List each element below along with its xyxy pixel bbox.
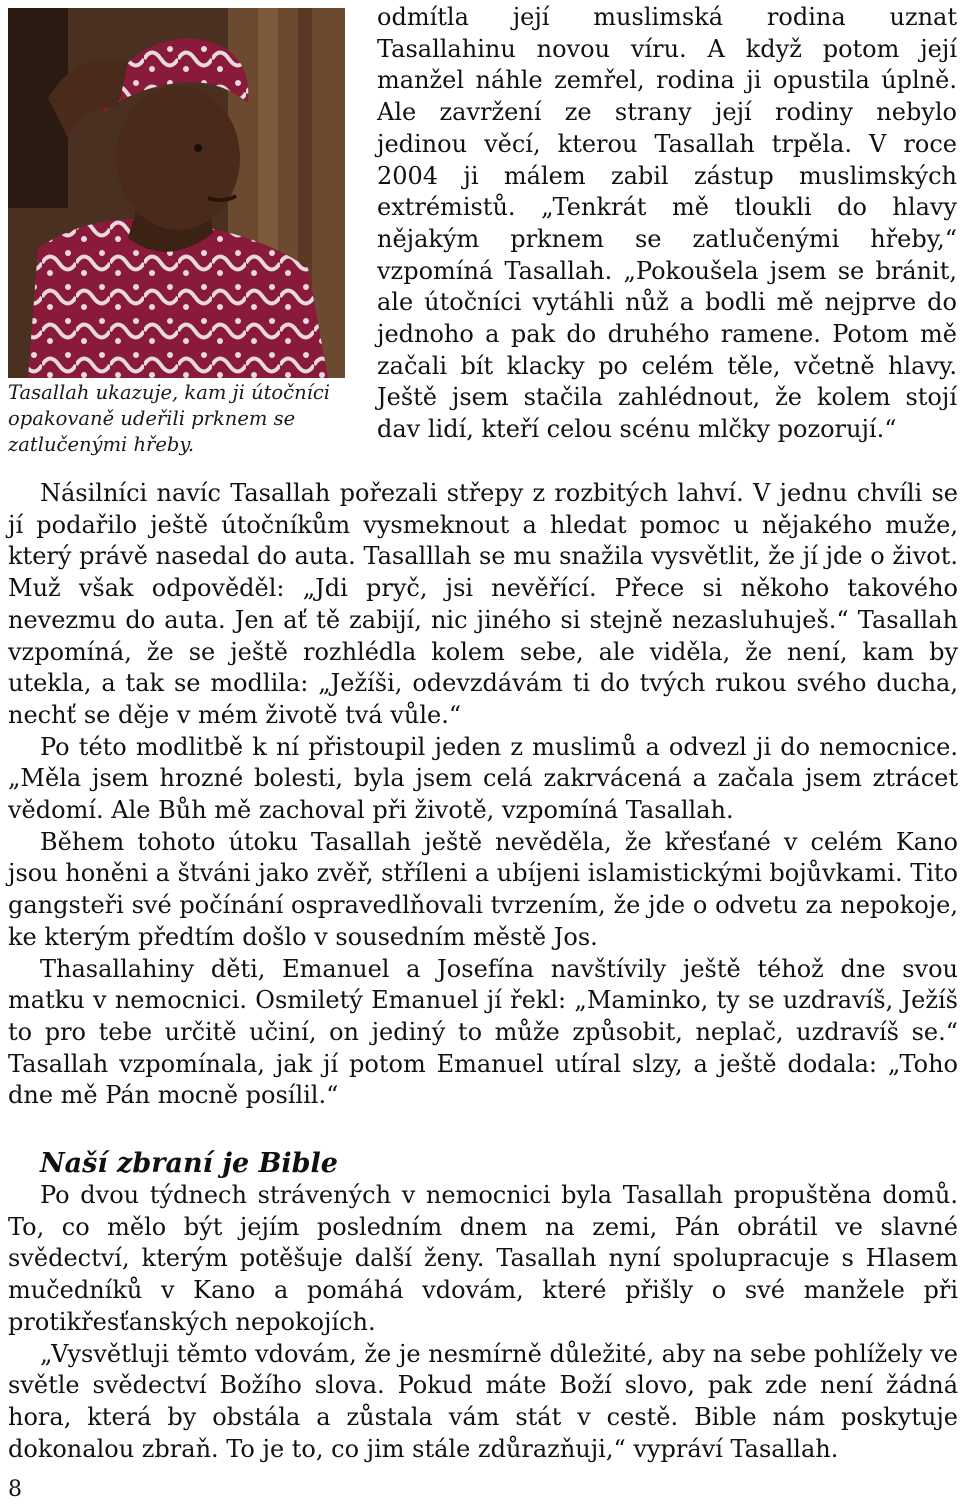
- article-photo: [8, 8, 345, 378]
- woman-photo-illustration: [8, 8, 345, 378]
- body-paragraph-4: Thasallahiny děti, Emanuel a Josefína navštívily ještě téhož dne svou matku v nemocnici. Osmiletý Emanuel jí řekl: „Maminko, ty se uzdravíš, Ježíš to pro tebe určitě učiní, on jediný to může způsobit, neplač, uzdravíš se.“ Tasallah vzpomínala, jak jí potom Emanuel utíral slzy, a ještě dodala: „Toho dne mě Pán mocně posílil.“: [8, 954, 958, 1110]
- section-heading: Naší zbraní je Bible: [40, 1148, 338, 1180]
- section-paragraph-2: „Vysvětluji těmto vdovám, že je nesmírně důležité, aby na sebe pohlížely ve světle svědectví Božího slova. Pokud máte Boží slovo, pak zde není žádná hora, která by obstála a zůstala vám stát v cestě. Bible nám poskytuje dokonalou zbraň. To je to, co jim stále zdůrazňuji,“ vypráví Tasallah.: [8, 1339, 958, 1463]
- section-paragraph-1: Po dvou týdnech strávených v nemocnici byla Tasallah propuštěna domů. To, co mělo být jejím posledním dnem na zemi, Pán obrátil ve slavné svědectví, kterým potěšuje další ženy. Tasallah nyní spolupracuje s Hlasem mučedníků v Kano a pomáhá vdovám, které přišly o své manžele při protikřesťanských nepokojích.: [8, 1181, 958, 1336]
- page-number: 8: [8, 1477, 22, 1502]
- photo-caption: Tasallah ukazuje, kam ji útočníci opakovaně udeřili prknem se zatlučenými hřeby.: [8, 381, 331, 456]
- top-column-paragraph: odmítla její muslimská rodina uznat Tasallahinu novou víru. A když potom její manžel náhle zemřel, rodina ji opustila úplně. Ale zavržení ze strany její rodiny nebylo jedinou věcí, kterou Tasallah trpěla. V roce 2004 ji málem zabil zástup muslimských extrémistů. „Tenkrát mě tloukli do hlavy nějakým prknem se zatlučenými hřeby,“ vzpomíná Tasallah. „Pokoušela jsem se bránit, ale útočníci vytáhli nůž a bodli mě nejprve do jednoho a pak do druhého ramene. Potom mě začali bít klacky po celém těle, včetně hlavy. Ještě jsem stačila zahlédnout, že kolem stojí dav lidí, kteří celou scénu mlčky pozorují.“: [377, 3, 957, 444]
- body-paragraph-1: Násilníci navíc Tasallah pořezali střepy z rozbitých lahví. V jednu chvíli se jí podařilo ještě útočníkům vysmeknout a hledat pomoc u nějakého muže, který právě nasedal do auta. Tasalllah se mu snažila vysvětlit, že jí jde o život. Muž však odpověděl: „Jdi pryč, jsi nevěřící. Přece si někoho takového nevezmu do auta. Jen ať tě zabijí, nic jiného si stejně nezasluhuješ.“ Tasallah vzpomíná, že se ještě rozhlédla kolem sebe, ale viděla, že není, kam by utekla, a tak se modlila: „Ježíši, odevzdávám ti do tvých rukou svého ducha, nechť se děje v mém životě tvá vůle.“: [8, 479, 958, 729]
- body-paragraph-3: Během tohoto útoku Tasallah ještě nevěděla, že křesťané v celém Kano jsou honěni a štváni jako zvěř, stříleni a ubíjeni islamistickými bojůvkami. Tito gangsteři své počínání ospravedlňovali tvrzením, že jde o odvetu za nepokoje, ke kterým předtím došlo v sousedním městě Jos.: [8, 827, 958, 951]
- body-paragraph-2: Po této modlitbě k ní přistoupil jeden z muslimů a odvezl ji do nemocnice. „Měla jsem hrozné bolesti, byla jsem celá zakrvácená a začala jsem ztrácet vědomí. Ale Bůh mě zachoval při životě, vzpomíná Tasallah.: [8, 732, 958, 825]
- article-body: [8, 478, 958, 1465]
- top-column-text: [377, 2, 957, 446]
